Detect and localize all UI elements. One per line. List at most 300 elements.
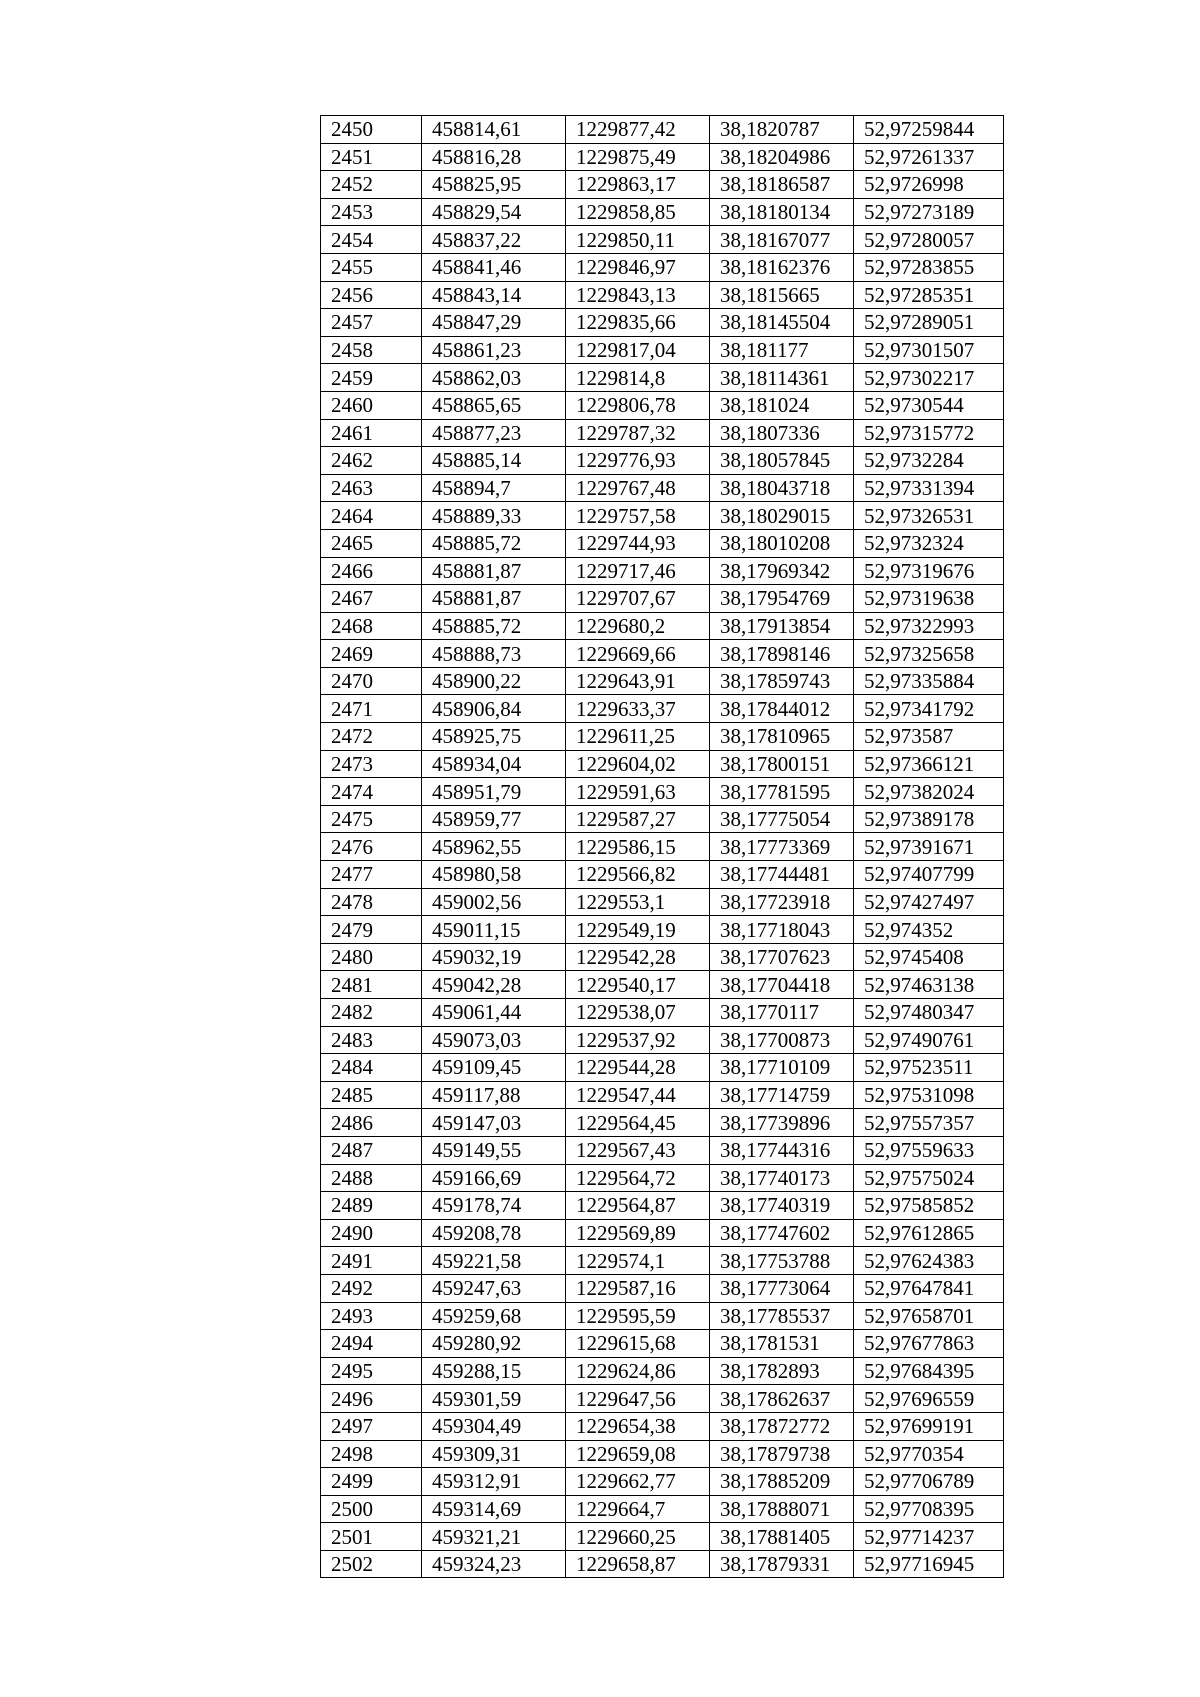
longitude-cell: 38,17969342 — [710, 557, 854, 585]
latitude-cell: 52,97531098 — [854, 1081, 1004, 1109]
latitude-cell: 52,97259844 — [854, 116, 1004, 144]
y-coordinate-cell: 1229569,89 — [566, 1219, 710, 1247]
x-coordinate-cell: 458888,73 — [422, 640, 566, 668]
latitude-cell: 52,97273189 — [854, 198, 1004, 226]
latitude-cell: 52,97289051 — [854, 309, 1004, 337]
latitude-cell: 52,97585852 — [854, 1192, 1004, 1220]
x-coordinate-cell: 459314,69 — [422, 1495, 566, 1523]
y-coordinate-cell: 1229875,49 — [566, 143, 710, 171]
point-number-cell: 2468 — [321, 612, 422, 640]
y-coordinate-cell: 1229658,87 — [566, 1550, 710, 1578]
y-coordinate-cell: 1229537,92 — [566, 1026, 710, 1054]
point-number-cell: 2470 — [321, 667, 422, 695]
point-number-cell: 2501 — [321, 1523, 422, 1551]
y-coordinate-cell: 1229814,8 — [566, 364, 710, 392]
longitude-cell: 38,17810965 — [710, 723, 854, 751]
latitude-cell: 52,9770354 — [854, 1440, 1004, 1468]
point-number-cell: 2463 — [321, 474, 422, 502]
longitude-cell: 38,17700873 — [710, 1026, 854, 1054]
latitude-cell: 52,97490761 — [854, 1026, 1004, 1054]
longitude-cell: 38,17723918 — [710, 888, 854, 916]
longitude-cell: 38,17800151 — [710, 750, 854, 778]
latitude-cell: 52,97696559 — [854, 1385, 1004, 1413]
x-coordinate-cell: 459247,63 — [422, 1274, 566, 1302]
x-coordinate-cell: 459312,91 — [422, 1468, 566, 1496]
longitude-cell: 38,17747602 — [710, 1219, 854, 1247]
x-coordinate-cell: 459304,49 — [422, 1412, 566, 1440]
x-coordinate-cell: 458877,23 — [422, 419, 566, 447]
latitude-cell: 52,97335884 — [854, 667, 1004, 695]
longitude-cell: 38,17879331 — [710, 1550, 854, 1578]
y-coordinate-cell: 1229566,82 — [566, 861, 710, 889]
latitude-cell: 52,97463138 — [854, 971, 1004, 999]
x-coordinate-cell: 459178,74 — [422, 1192, 566, 1220]
y-coordinate-cell: 1229767,48 — [566, 474, 710, 502]
latitude-cell: 52,97523511 — [854, 1054, 1004, 1082]
table-row — [321, 447, 1004, 475]
point-number-cell: 2498 — [321, 1440, 422, 1468]
y-coordinate-cell: 1229542,28 — [566, 943, 710, 971]
point-number-cell: 2500 — [321, 1495, 422, 1523]
longitude-cell: 38,17704418 — [710, 971, 854, 999]
point-number-cell: 2475 — [321, 805, 422, 833]
latitude-cell: 52,97677863 — [854, 1330, 1004, 1358]
table-row — [321, 833, 1004, 861]
x-coordinate-cell: 459149,55 — [422, 1136, 566, 1164]
latitude-cell: 52,97391671 — [854, 833, 1004, 861]
point-number-cell: 2490 — [321, 1219, 422, 1247]
point-number-cell: 2451 — [321, 143, 422, 171]
table-row — [321, 1164, 1004, 1192]
table-row — [321, 1081, 1004, 1109]
table-row — [321, 1054, 1004, 1082]
longitude-cell: 38,17888071 — [710, 1495, 854, 1523]
y-coordinate-cell: 1229586,15 — [566, 833, 710, 861]
latitude-cell: 52,97559633 — [854, 1136, 1004, 1164]
longitude-cell: 38,17744316 — [710, 1136, 854, 1164]
longitude-cell: 38,17753788 — [710, 1247, 854, 1275]
x-coordinate-cell: 458885,72 — [422, 529, 566, 557]
coordinates-table-body — [321, 116, 1004, 1578]
point-number-cell: 2465 — [321, 529, 422, 557]
longitude-cell: 38,17744481 — [710, 861, 854, 889]
longitude-cell: 38,17859743 — [710, 667, 854, 695]
y-coordinate-cell: 1229567,43 — [566, 1136, 710, 1164]
point-number-cell: 2473 — [321, 750, 422, 778]
latitude-cell: 52,97261337 — [854, 143, 1004, 171]
table-row — [321, 805, 1004, 833]
longitude-cell: 38,18145504 — [710, 309, 854, 337]
point-number-cell: 2450 — [321, 116, 422, 144]
latitude-cell: 52,97557357 — [854, 1109, 1004, 1137]
table-row — [321, 695, 1004, 723]
point-number-cell: 2489 — [321, 1192, 422, 1220]
table-row — [321, 861, 1004, 889]
point-number-cell: 2499 — [321, 1468, 422, 1496]
table-row — [321, 1109, 1004, 1137]
latitude-cell: 52,97326531 — [854, 502, 1004, 530]
y-coordinate-cell: 1229843,13 — [566, 281, 710, 309]
point-number-cell: 2483 — [321, 1026, 422, 1054]
x-coordinate-cell: 458951,79 — [422, 778, 566, 806]
point-number-cell: 2482 — [321, 999, 422, 1027]
x-coordinate-cell: 459309,31 — [422, 1440, 566, 1468]
table-row — [321, 502, 1004, 530]
latitude-cell: 52,97684395 — [854, 1357, 1004, 1385]
x-coordinate-cell: 459061,44 — [422, 999, 566, 1027]
x-coordinate-cell: 458825,95 — [422, 171, 566, 199]
longitude-cell: 38,17740173 — [710, 1164, 854, 1192]
x-coordinate-cell: 459117,88 — [422, 1081, 566, 1109]
latitude-cell: 52,97319638 — [854, 585, 1004, 613]
longitude-cell: 38,17775054 — [710, 805, 854, 833]
y-coordinate-cell: 1229877,42 — [566, 116, 710, 144]
x-coordinate-cell: 458814,61 — [422, 116, 566, 144]
x-coordinate-cell: 458934,04 — [422, 750, 566, 778]
longitude-cell: 38,1781531 — [710, 1330, 854, 1358]
latitude-cell: 52,97699191 — [854, 1412, 1004, 1440]
table-row — [321, 888, 1004, 916]
latitude-cell: 52,97716945 — [854, 1550, 1004, 1578]
table-row — [321, 916, 1004, 944]
table-row — [321, 1550, 1004, 1578]
point-number-cell: 2458 — [321, 336, 422, 364]
x-coordinate-cell: 459259,68 — [422, 1302, 566, 1330]
table-row — [321, 1026, 1004, 1054]
y-coordinate-cell: 1229806,78 — [566, 391, 710, 419]
y-coordinate-cell: 1229611,25 — [566, 723, 710, 751]
longitude-cell: 38,17718043 — [710, 916, 854, 944]
point-number-cell: 2467 — [321, 585, 422, 613]
y-coordinate-cell: 1229615,68 — [566, 1330, 710, 1358]
table-row — [321, 640, 1004, 668]
longitude-cell: 38,1815665 — [710, 281, 854, 309]
longitude-cell: 38,18043718 — [710, 474, 854, 502]
x-coordinate-cell: 458906,84 — [422, 695, 566, 723]
latitude-cell: 52,97341792 — [854, 695, 1004, 723]
point-number-cell: 2493 — [321, 1302, 422, 1330]
table-row — [321, 943, 1004, 971]
y-coordinate-cell: 1229662,77 — [566, 1468, 710, 1496]
longitude-cell: 38,17879738 — [710, 1440, 854, 1468]
x-coordinate-cell: 458862,03 — [422, 364, 566, 392]
y-coordinate-cell: 1229707,67 — [566, 585, 710, 613]
table-row — [321, 1385, 1004, 1413]
y-coordinate-cell: 1229553,1 — [566, 888, 710, 916]
table-row — [321, 1523, 1004, 1551]
x-coordinate-cell: 458962,55 — [422, 833, 566, 861]
table-row — [321, 1468, 1004, 1496]
x-coordinate-cell: 458816,28 — [422, 143, 566, 171]
y-coordinate-cell: 1229647,56 — [566, 1385, 710, 1413]
table-row — [321, 309, 1004, 337]
point-number-cell: 2456 — [321, 281, 422, 309]
longitude-cell: 38,17872772 — [710, 1412, 854, 1440]
y-coordinate-cell: 1229540,17 — [566, 971, 710, 999]
point-number-cell: 2497 — [321, 1412, 422, 1440]
point-number-cell: 2466 — [321, 557, 422, 585]
coordinates-table — [320, 115, 1004, 1578]
latitude-cell: 52,97331394 — [854, 474, 1004, 502]
table-row — [321, 723, 1004, 751]
longitude-cell: 38,17773064 — [710, 1274, 854, 1302]
point-number-cell: 2479 — [321, 916, 422, 944]
x-coordinate-cell: 458881,87 — [422, 585, 566, 613]
longitude-cell: 38,181177 — [710, 336, 854, 364]
table-row — [321, 1302, 1004, 1330]
latitude-cell: 52,97283855 — [854, 253, 1004, 281]
x-coordinate-cell: 459073,03 — [422, 1026, 566, 1054]
x-coordinate-cell: 458894,7 — [422, 474, 566, 502]
longitude-cell: 38,17707623 — [710, 943, 854, 971]
y-coordinate-cell: 1229564,45 — [566, 1109, 710, 1137]
longitude-cell: 38,18114361 — [710, 364, 854, 392]
table-row — [321, 557, 1004, 585]
table-row — [321, 1495, 1004, 1523]
y-coordinate-cell: 1229757,58 — [566, 502, 710, 530]
x-coordinate-cell: 458885,14 — [422, 447, 566, 475]
table-row — [321, 336, 1004, 364]
latitude-cell: 52,97407799 — [854, 861, 1004, 889]
x-coordinate-cell: 459032,19 — [422, 943, 566, 971]
table-row — [321, 1330, 1004, 1358]
point-number-cell: 2476 — [321, 833, 422, 861]
table-row — [321, 474, 1004, 502]
table-row — [321, 364, 1004, 392]
latitude-cell: 52,9732324 — [854, 529, 1004, 557]
longitude-cell: 38,18162376 — [710, 253, 854, 281]
latitude-cell: 52,97708395 — [854, 1495, 1004, 1523]
table-row — [321, 1247, 1004, 1275]
latitude-cell: 52,97315772 — [854, 419, 1004, 447]
latitude-cell: 52,97319676 — [854, 557, 1004, 585]
point-number-cell: 2469 — [321, 640, 422, 668]
latitude-cell: 52,9726998 — [854, 171, 1004, 199]
table-row — [321, 529, 1004, 557]
longitude-cell: 38,17862637 — [710, 1385, 854, 1413]
table-row — [321, 198, 1004, 226]
longitude-cell: 38,17714759 — [710, 1081, 854, 1109]
longitude-cell: 38,17785537 — [710, 1302, 854, 1330]
y-coordinate-cell: 1229850,11 — [566, 226, 710, 254]
y-coordinate-cell: 1229564,72 — [566, 1164, 710, 1192]
x-coordinate-cell: 459042,28 — [422, 971, 566, 999]
longitude-cell: 38,17898146 — [710, 640, 854, 668]
x-coordinate-cell: 458900,22 — [422, 667, 566, 695]
point-number-cell: 2462 — [321, 447, 422, 475]
y-coordinate-cell: 1229817,04 — [566, 336, 710, 364]
latitude-cell: 52,97658701 — [854, 1302, 1004, 1330]
point-number-cell: 2487 — [321, 1136, 422, 1164]
y-coordinate-cell: 1229604,02 — [566, 750, 710, 778]
x-coordinate-cell: 458881,87 — [422, 557, 566, 585]
latitude-cell: 52,97575024 — [854, 1164, 1004, 1192]
x-coordinate-cell: 458925,75 — [422, 723, 566, 751]
longitude-cell: 38,1782893 — [710, 1357, 854, 1385]
longitude-cell: 38,18029015 — [710, 502, 854, 530]
table-row — [321, 281, 1004, 309]
longitude-cell: 38,17913854 — [710, 612, 854, 640]
y-coordinate-cell: 1229574,1 — [566, 1247, 710, 1275]
point-number-cell: 2491 — [321, 1247, 422, 1275]
latitude-cell: 52,97301507 — [854, 336, 1004, 364]
latitude-cell: 52,973587 — [854, 723, 1004, 751]
longitude-cell: 38,17885209 — [710, 1468, 854, 1496]
x-coordinate-cell: 459208,78 — [422, 1219, 566, 1247]
y-coordinate-cell: 1229680,2 — [566, 612, 710, 640]
y-coordinate-cell: 1229863,17 — [566, 171, 710, 199]
point-number-cell: 2459 — [321, 364, 422, 392]
point-number-cell: 2453 — [321, 198, 422, 226]
x-coordinate-cell: 459280,92 — [422, 1330, 566, 1358]
latitude-cell: 52,97714237 — [854, 1523, 1004, 1551]
x-coordinate-cell: 459166,69 — [422, 1164, 566, 1192]
y-coordinate-cell: 1229564,87 — [566, 1192, 710, 1220]
point-number-cell: 2481 — [321, 971, 422, 999]
x-coordinate-cell: 458829,54 — [422, 198, 566, 226]
table-row — [321, 171, 1004, 199]
x-coordinate-cell: 458847,29 — [422, 309, 566, 337]
point-number-cell: 2474 — [321, 778, 422, 806]
longitude-cell: 38,1820787 — [710, 116, 854, 144]
x-coordinate-cell: 459147,03 — [422, 1109, 566, 1137]
latitude-cell: 52,97647841 — [854, 1274, 1004, 1302]
latitude-cell: 52,97366121 — [854, 750, 1004, 778]
x-coordinate-cell: 459301,59 — [422, 1385, 566, 1413]
table-row — [321, 1274, 1004, 1302]
table-row — [321, 391, 1004, 419]
longitude-cell: 38,17954769 — [710, 585, 854, 613]
latitude-cell: 52,97624383 — [854, 1247, 1004, 1275]
x-coordinate-cell: 458865,65 — [422, 391, 566, 419]
longitude-cell: 38,18204986 — [710, 143, 854, 171]
y-coordinate-cell: 1229595,59 — [566, 1302, 710, 1330]
longitude-cell: 38,18167077 — [710, 226, 854, 254]
x-coordinate-cell: 459321,21 — [422, 1523, 566, 1551]
y-coordinate-cell: 1229659,08 — [566, 1440, 710, 1468]
longitude-cell: 38,17773369 — [710, 833, 854, 861]
point-number-cell: 2495 — [321, 1357, 422, 1385]
y-coordinate-cell: 1229538,07 — [566, 999, 710, 1027]
longitude-cell: 38,18057845 — [710, 447, 854, 475]
x-coordinate-cell: 458959,77 — [422, 805, 566, 833]
table-row — [321, 585, 1004, 613]
x-coordinate-cell: 458837,22 — [422, 226, 566, 254]
y-coordinate-cell: 1229858,85 — [566, 198, 710, 226]
point-number-cell: 2494 — [321, 1330, 422, 1358]
x-coordinate-cell: 458885,72 — [422, 612, 566, 640]
latitude-cell: 52,974352 — [854, 916, 1004, 944]
table-row — [321, 1357, 1004, 1385]
y-coordinate-cell: 1229587,16 — [566, 1274, 710, 1302]
latitude-cell: 52,97302217 — [854, 364, 1004, 392]
table-row — [321, 750, 1004, 778]
y-coordinate-cell: 1229664,7 — [566, 1495, 710, 1523]
table-row — [321, 116, 1004, 144]
point-number-cell: 2484 — [321, 1054, 422, 1082]
longitude-cell: 38,181024 — [710, 391, 854, 419]
x-coordinate-cell: 458841,46 — [422, 253, 566, 281]
x-coordinate-cell: 459288,15 — [422, 1357, 566, 1385]
longitude-cell: 38,18010208 — [710, 529, 854, 557]
x-coordinate-cell: 459109,45 — [422, 1054, 566, 1082]
longitude-cell: 38,17739896 — [710, 1109, 854, 1137]
y-coordinate-cell: 1229654,38 — [566, 1412, 710, 1440]
table-row — [321, 999, 1004, 1027]
y-coordinate-cell: 1229660,25 — [566, 1523, 710, 1551]
longitude-cell: 38,17844012 — [710, 695, 854, 723]
point-number-cell: 2454 — [321, 226, 422, 254]
longitude-cell: 38,17781595 — [710, 778, 854, 806]
x-coordinate-cell: 458843,14 — [422, 281, 566, 309]
point-number-cell: 2455 — [321, 253, 422, 281]
table-row — [321, 1219, 1004, 1247]
point-number-cell: 2485 — [321, 1081, 422, 1109]
y-coordinate-cell: 1229787,32 — [566, 419, 710, 447]
latitude-cell: 52,97706789 — [854, 1468, 1004, 1496]
y-coordinate-cell: 1229846,97 — [566, 253, 710, 281]
y-coordinate-cell: 1229776,93 — [566, 447, 710, 475]
latitude-cell: 52,97285351 — [854, 281, 1004, 309]
table-row — [321, 667, 1004, 695]
longitude-cell: 38,17881405 — [710, 1523, 854, 1551]
point-number-cell: 2492 — [321, 1274, 422, 1302]
table-row — [321, 1136, 1004, 1164]
table-row — [321, 612, 1004, 640]
latitude-cell: 52,97427497 — [854, 888, 1004, 916]
point-number-cell: 2502 — [321, 1550, 422, 1578]
latitude-cell: 52,97382024 — [854, 778, 1004, 806]
y-coordinate-cell: 1229544,28 — [566, 1054, 710, 1082]
latitude-cell: 52,97612865 — [854, 1219, 1004, 1247]
latitude-cell: 52,97322993 — [854, 612, 1004, 640]
latitude-cell: 52,97325658 — [854, 640, 1004, 668]
y-coordinate-cell: 1229547,44 — [566, 1081, 710, 1109]
point-number-cell: 2452 — [321, 171, 422, 199]
point-number-cell: 2461 — [321, 419, 422, 447]
point-number-cell: 2471 — [321, 695, 422, 723]
latitude-cell: 52,97480347 — [854, 999, 1004, 1027]
point-number-cell: 2478 — [321, 888, 422, 916]
y-coordinate-cell: 1229591,63 — [566, 778, 710, 806]
y-coordinate-cell: 1229633,37 — [566, 695, 710, 723]
y-coordinate-cell: 1229624,86 — [566, 1357, 710, 1385]
longitude-cell: 38,18186587 — [710, 171, 854, 199]
latitude-cell: 52,97280057 — [854, 226, 1004, 254]
longitude-cell: 38,18180134 — [710, 198, 854, 226]
x-coordinate-cell: 458980,58 — [422, 861, 566, 889]
latitude-cell: 52,9730544 — [854, 391, 1004, 419]
point-number-cell: 2480 — [321, 943, 422, 971]
point-number-cell: 2488 — [321, 1164, 422, 1192]
longitude-cell: 38,17710109 — [710, 1054, 854, 1082]
latitude-cell: 52,97389178 — [854, 805, 1004, 833]
longitude-cell: 38,17740319 — [710, 1192, 854, 1220]
x-coordinate-cell: 459324,23 — [422, 1550, 566, 1578]
point-number-cell: 2460 — [321, 391, 422, 419]
y-coordinate-cell: 1229835,66 — [566, 309, 710, 337]
table-row — [321, 1440, 1004, 1468]
y-coordinate-cell: 1229587,27 — [566, 805, 710, 833]
table-row — [321, 143, 1004, 171]
table-row — [321, 253, 1004, 281]
x-coordinate-cell: 459002,56 — [422, 888, 566, 916]
point-number-cell: 2486 — [321, 1109, 422, 1137]
longitude-cell: 38,1807336 — [710, 419, 854, 447]
x-coordinate-cell: 459011,15 — [422, 916, 566, 944]
x-coordinate-cell: 458889,33 — [422, 502, 566, 530]
y-coordinate-cell: 1229643,91 — [566, 667, 710, 695]
